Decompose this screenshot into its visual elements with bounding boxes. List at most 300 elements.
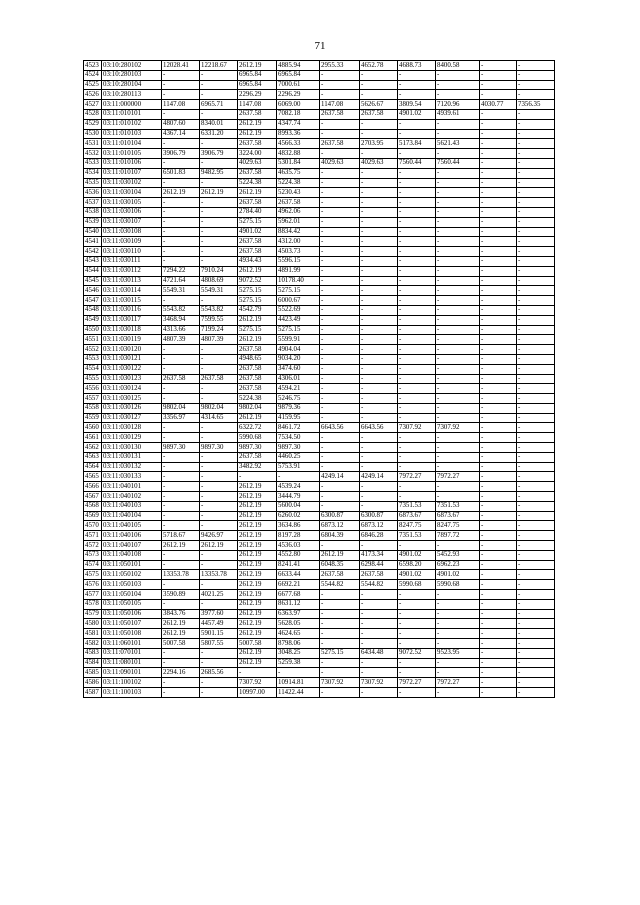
- table-cell: -: [398, 462, 436, 472]
- table-cell: -: [398, 168, 436, 178]
- table-cell: -: [480, 580, 517, 590]
- table-cell: 5990.68: [238, 433, 277, 443]
- table-cell: -: [398, 599, 436, 609]
- table-cell: -: [398, 217, 436, 227]
- table-cell: -: [320, 668, 360, 678]
- table-cell: 4030.77: [480, 100, 517, 110]
- table-cell: 4560: [84, 423, 102, 433]
- table-cell: -: [360, 354, 398, 364]
- table-cell: 4555: [84, 374, 102, 384]
- table-cell: 6873.67: [436, 511, 480, 521]
- table-cell: 4582: [84, 639, 102, 649]
- table-cell: -: [398, 688, 436, 698]
- table-cell: 2612.19: [238, 560, 277, 570]
- table-row: [84, 129, 555, 139]
- table-cell: 4559: [84, 413, 102, 423]
- table-cell: 4807.60: [162, 119, 200, 129]
- table-cell: 4567: [84, 492, 102, 502]
- table-cell: -: [480, 109, 517, 119]
- table-row: [84, 433, 555, 443]
- table-cell: -: [320, 688, 360, 698]
- table-cell: -: [320, 629, 360, 639]
- page-number: 71: [314, 40, 326, 52]
- table-cell: -: [517, 550, 555, 560]
- table-cell: -: [517, 109, 555, 119]
- table-cell: -: [360, 599, 398, 609]
- table-row: [84, 335, 555, 345]
- table-cell: -: [480, 658, 517, 668]
- table-cell: 03:11:030127: [102, 413, 162, 423]
- table-cell: 8631.12: [277, 599, 320, 609]
- table-cell: 9482.95: [200, 168, 238, 178]
- table-cell: 03:11:010106: [102, 158, 162, 168]
- table-cell: -: [480, 256, 517, 266]
- table-cell: 4571: [84, 531, 102, 541]
- table-cell: 4159.95: [277, 413, 320, 423]
- table-cell: -: [517, 639, 555, 649]
- table-cell: 5544.82: [320, 580, 360, 590]
- table-cell: -: [480, 207, 517, 217]
- table-cell: -: [162, 472, 200, 482]
- table-cell: 4550: [84, 325, 102, 335]
- table-cell: 4808.69: [200, 276, 238, 286]
- table-cell: 4529: [84, 119, 102, 129]
- table-cell: -: [360, 90, 398, 100]
- table-cell: -: [517, 599, 555, 609]
- table-cell: 03:11:040101: [102, 482, 162, 492]
- table-cell: 6873.67: [398, 511, 436, 521]
- table-cell: 5600.04: [277, 501, 320, 511]
- table-cell: -: [320, 354, 360, 364]
- table-cell: 03:11:040106: [102, 531, 162, 541]
- table-cell: -: [436, 325, 480, 335]
- table-cell: 8247.75: [398, 521, 436, 531]
- table-cell: -: [517, 305, 555, 315]
- table-cell: 7307.92: [360, 678, 398, 688]
- table-cell: 4578: [84, 599, 102, 609]
- table-cell: -: [320, 345, 360, 355]
- table-cell: 4503.73: [277, 247, 320, 257]
- table-cell: 4577: [84, 590, 102, 600]
- table-cell: 4540: [84, 227, 102, 237]
- table-cell: -: [360, 168, 398, 178]
- table-cell: 4249.14: [320, 472, 360, 482]
- table-row: [84, 207, 555, 217]
- table-cell: 4542: [84, 247, 102, 257]
- table-cell: -: [360, 305, 398, 315]
- table-cell: -: [480, 462, 517, 472]
- table-cell: 4535: [84, 178, 102, 188]
- table-cell: -: [200, 472, 238, 482]
- table-cell: -: [398, 492, 436, 502]
- table-cell: -: [436, 639, 480, 649]
- table-cell: -: [162, 198, 200, 208]
- table-cell: -: [320, 256, 360, 266]
- table-cell: 5962.01: [277, 217, 320, 227]
- table-cell: -: [200, 345, 238, 355]
- table-cell: -: [320, 286, 360, 296]
- table-row: [84, 580, 555, 590]
- table-cell: 4572: [84, 541, 102, 551]
- table-cell: 2612.19: [238, 482, 277, 492]
- table-cell: 2612.19: [238, 492, 277, 502]
- table-cell: 6048.35: [320, 560, 360, 570]
- table-cell: 9523.95: [436, 648, 480, 658]
- table-cell: 4539.24: [277, 482, 320, 492]
- table-cell: 5753.91: [277, 462, 320, 472]
- table-cell: -: [398, 658, 436, 668]
- table-cell: -: [517, 403, 555, 413]
- table-cell: -: [480, 129, 517, 139]
- table-cell: 6000.67: [277, 296, 320, 306]
- table-row: [84, 550, 555, 560]
- table-cell: 03:11:010101: [102, 109, 162, 119]
- table-cell: 2637.58: [320, 139, 360, 149]
- table-cell: -: [436, 443, 480, 453]
- table-cell: 1147.08: [238, 100, 277, 110]
- table-cell: 3977.60: [200, 609, 238, 619]
- table-cell: -: [200, 364, 238, 374]
- table-cell: 4542.79: [238, 305, 277, 315]
- table-cell: 7972.27: [398, 472, 436, 482]
- table-cell: 4566.33: [277, 139, 320, 149]
- table-cell: 5718.67: [162, 531, 200, 541]
- table-cell: -: [320, 639, 360, 649]
- table-row: [84, 315, 555, 325]
- table-cell: 4537: [84, 198, 102, 208]
- table-cell: -: [480, 90, 517, 100]
- table-cell: -: [398, 452, 436, 462]
- table-cell: 2637.58: [238, 168, 277, 178]
- table-cell: 03:11:010102: [102, 119, 162, 129]
- table-cell: 6363.97: [277, 609, 320, 619]
- table-cell: -: [517, 119, 555, 129]
- table-cell: 5807.55: [200, 639, 238, 649]
- table-cell: 4688.73: [398, 61, 436, 71]
- table-cell: -: [398, 237, 436, 247]
- table-cell: -: [200, 158, 238, 168]
- table-cell: -: [162, 423, 200, 433]
- table-cell: -: [398, 256, 436, 266]
- table-cell: 8340.01: [200, 119, 238, 129]
- table-cell: 2637.58: [238, 364, 277, 374]
- table-cell: 03:11:080101: [102, 658, 162, 668]
- table-cell: -: [436, 452, 480, 462]
- table-cell: 03:11:030133: [102, 472, 162, 482]
- table-cell: 5224.38: [238, 178, 277, 188]
- table-row: [84, 217, 555, 227]
- table-cell: 5246.75: [277, 394, 320, 404]
- table-cell: -: [517, 315, 555, 325]
- data-table: [83, 60, 555, 698]
- table-row: [84, 511, 555, 521]
- table-cell: 2637.58: [238, 452, 277, 462]
- table-cell: -: [480, 276, 517, 286]
- table-cell: 2612.19: [238, 315, 277, 325]
- table-cell: 4021.25: [200, 590, 238, 600]
- table-cell: -: [320, 619, 360, 629]
- table-cell: 03:11:030107: [102, 217, 162, 227]
- table-cell: 4553: [84, 354, 102, 364]
- table-cell: 2612.19: [238, 266, 277, 276]
- table-cell: -: [360, 688, 398, 698]
- table-cell: 03:11:030131: [102, 452, 162, 462]
- table-row: [84, 354, 555, 364]
- table-cell: 03:11:030112: [102, 266, 162, 276]
- table-cell: -: [360, 207, 398, 217]
- table-cell: -: [398, 149, 436, 159]
- table-cell: 6298.44: [360, 560, 398, 570]
- table-cell: -: [517, 139, 555, 149]
- table-cell: -: [162, 599, 200, 609]
- table-cell: 5628.05: [277, 619, 320, 629]
- table-cell: -: [398, 119, 436, 129]
- table-cell: 03:11:040104: [102, 511, 162, 521]
- table-cell: 03:10:280113: [102, 90, 162, 100]
- table-cell: 03:11:030121: [102, 354, 162, 364]
- table-cell: -: [480, 609, 517, 619]
- table-cell: 4576: [84, 580, 102, 590]
- table-cell: -: [162, 560, 200, 570]
- table-cell: -: [398, 541, 436, 551]
- table-cell: 4249.14: [360, 472, 398, 482]
- table-row: [84, 492, 555, 502]
- table-cell: 03:11:040107: [102, 541, 162, 551]
- table-cell: 9897.30: [277, 443, 320, 453]
- table-cell: 03:11:050104: [102, 590, 162, 600]
- table-row: [84, 188, 555, 198]
- table-cell: -: [200, 247, 238, 257]
- table-cell: 03:11:030125: [102, 394, 162, 404]
- table-cell: -: [517, 452, 555, 462]
- table-cell: -: [320, 462, 360, 472]
- table-cell: 4885.94: [277, 61, 320, 71]
- table-cell: -: [436, 188, 480, 198]
- table-row: [84, 648, 555, 658]
- table-cell: -: [162, 648, 200, 658]
- table-cell: 3843.76: [162, 609, 200, 619]
- table-cell: 4314.65: [200, 413, 238, 423]
- table-cell: -: [398, 286, 436, 296]
- table-cell: -: [480, 305, 517, 315]
- table-cell: 4531: [84, 139, 102, 149]
- table-cell: 10997.00: [238, 688, 277, 698]
- table-cell: 6965.84: [277, 70, 320, 80]
- table-cell: 2612.19: [238, 609, 277, 619]
- table-cell: -: [200, 90, 238, 100]
- table-cell: -: [398, 394, 436, 404]
- table-cell: 4587: [84, 688, 102, 698]
- table-row: [84, 609, 555, 619]
- table-cell: 4548: [84, 305, 102, 315]
- table-cell: 8197.28: [277, 531, 320, 541]
- table-cell: -: [480, 403, 517, 413]
- table-cell: 6846.28: [360, 531, 398, 541]
- table-row: [84, 256, 555, 266]
- table-cell: 4832.88: [277, 149, 320, 159]
- table-cell: -: [517, 256, 555, 266]
- table-cell: -: [320, 599, 360, 609]
- table-cell: 4527: [84, 100, 102, 110]
- table-cell: -: [480, 217, 517, 227]
- table-cell: -: [517, 560, 555, 570]
- table-cell: 2612.19: [238, 521, 277, 531]
- table-cell: -: [436, 541, 480, 551]
- table-cell: 4544: [84, 266, 102, 276]
- table-cell: 2637.58: [238, 374, 277, 384]
- table-cell: 4546: [84, 286, 102, 296]
- table-cell: -: [162, 658, 200, 668]
- table-cell: 4457.49: [200, 619, 238, 629]
- table-cell: 03:11:050102: [102, 570, 162, 580]
- table-cell: -: [517, 590, 555, 600]
- table-cell: 2637.58: [238, 345, 277, 355]
- table-cell: -: [480, 80, 517, 90]
- table-cell: -: [398, 325, 436, 335]
- table-row: [84, 198, 555, 208]
- table-cell: -: [238, 668, 277, 678]
- table-cell: 2685.56: [200, 668, 238, 678]
- table-cell: 4545: [84, 276, 102, 286]
- table-cell: -: [480, 158, 517, 168]
- table-cell: -: [398, 364, 436, 374]
- table-cell: -: [398, 668, 436, 678]
- table-cell: -: [200, 256, 238, 266]
- table-cell: 03:11:050101: [102, 560, 162, 570]
- table-cell: -: [517, 668, 555, 678]
- table-cell: 2294.16: [162, 668, 200, 678]
- table-cell: 03:11:030111: [102, 256, 162, 266]
- table-cell: 5230.43: [277, 188, 320, 198]
- table-cell: -: [277, 472, 320, 482]
- table-cell: -: [436, 315, 480, 325]
- table-cell: -: [360, 443, 398, 453]
- table-row: [84, 119, 555, 129]
- table-cell: -: [480, 472, 517, 482]
- table-cell: -: [517, 570, 555, 580]
- table-cell: -: [320, 70, 360, 80]
- table-cell: 4556: [84, 384, 102, 394]
- table-cell: -: [517, 521, 555, 531]
- table-cell: 7351.53: [398, 501, 436, 511]
- table-cell: -: [517, 423, 555, 433]
- table-cell: -: [436, 119, 480, 129]
- table-cell: 03:11:030123: [102, 374, 162, 384]
- table-cell: 4530: [84, 129, 102, 139]
- table-cell: 03:11:030106: [102, 207, 162, 217]
- table-cell: -: [480, 188, 517, 198]
- table-cell: -: [320, 501, 360, 511]
- table-cell: 4561: [84, 433, 102, 443]
- table-row: [84, 570, 555, 580]
- table-row: [84, 100, 555, 110]
- table-cell: -: [360, 266, 398, 276]
- table-cell: 4539: [84, 217, 102, 227]
- table-cell: -: [320, 374, 360, 384]
- table-cell: 5522.69: [277, 305, 320, 315]
- table-cell: -: [398, 305, 436, 315]
- table-cell: 3468.94: [162, 315, 200, 325]
- table-cell: 4558: [84, 403, 102, 413]
- table-cell: -: [436, 227, 480, 237]
- table-row: [84, 639, 555, 649]
- table-cell: 4423.49: [277, 315, 320, 325]
- table-cell: 2784.40: [238, 207, 277, 217]
- table-cell: 03:11:030104: [102, 188, 162, 198]
- table-cell: 2612.19: [238, 413, 277, 423]
- table-row: [84, 443, 555, 453]
- table-cell: -: [517, 413, 555, 423]
- table-cell: 7599.55: [200, 315, 238, 325]
- table-cell: -: [162, 109, 200, 119]
- table-row: [84, 472, 555, 482]
- table-cell: 03:10:280102: [102, 61, 162, 71]
- table-row: [84, 61, 555, 71]
- table-cell: 2637.58: [360, 570, 398, 580]
- table-cell: 4313.66: [162, 325, 200, 335]
- table-cell: 03:11:050105: [102, 599, 162, 609]
- table-cell: -: [200, 521, 238, 531]
- table-cell: -: [360, 149, 398, 159]
- table-cell: -: [436, 149, 480, 159]
- table-cell: 2637.58: [238, 237, 277, 247]
- table-row: [84, 599, 555, 609]
- table-cell: 6643.56: [320, 423, 360, 433]
- table-cell: 6804.39: [320, 531, 360, 541]
- table-cell: 2612.19: [238, 61, 277, 71]
- table-cell: 4568: [84, 501, 102, 511]
- table-cell: -: [480, 531, 517, 541]
- table-cell: 4569: [84, 511, 102, 521]
- table-cell: 4312.00: [277, 237, 320, 247]
- table-cell: -: [436, 658, 480, 668]
- table-cell: -: [360, 296, 398, 306]
- table-cell: -: [360, 452, 398, 462]
- table-row: [84, 688, 555, 698]
- table-cell: -: [200, 482, 238, 492]
- table-cell: -: [320, 452, 360, 462]
- table-cell: -: [360, 462, 398, 472]
- table-cell: 4580: [84, 619, 102, 629]
- table-cell: -: [162, 227, 200, 237]
- table-cell: 4939.61: [436, 109, 480, 119]
- table-row: [84, 109, 555, 119]
- table-cell: 6965.84: [238, 70, 277, 80]
- table-cell: -: [360, 335, 398, 345]
- table-cell: -: [398, 443, 436, 453]
- table-cell: 4347.74: [277, 119, 320, 129]
- table-cell: 4901.02: [398, 570, 436, 580]
- table-cell: 4566: [84, 482, 102, 492]
- table-cell: -: [480, 501, 517, 511]
- table-cell: 6962.23: [436, 560, 480, 570]
- table-cell: 7560.44: [436, 158, 480, 168]
- table-cell: 7356.35: [517, 100, 555, 110]
- table-cell: -: [360, 384, 398, 394]
- table-cell: -: [517, 276, 555, 286]
- table-cell: 4583: [84, 648, 102, 658]
- table-cell: -: [360, 227, 398, 237]
- table-cell: -: [436, 247, 480, 257]
- table-cell: 4552: [84, 345, 102, 355]
- table-cell: 2637.58: [360, 109, 398, 119]
- table-cell: -: [200, 648, 238, 658]
- table-cell: 03:11:040105: [102, 521, 162, 531]
- table-cell: -: [517, 168, 555, 178]
- table-cell: -: [162, 207, 200, 217]
- table-cell: -: [480, 443, 517, 453]
- table-cell: 2637.58: [238, 247, 277, 257]
